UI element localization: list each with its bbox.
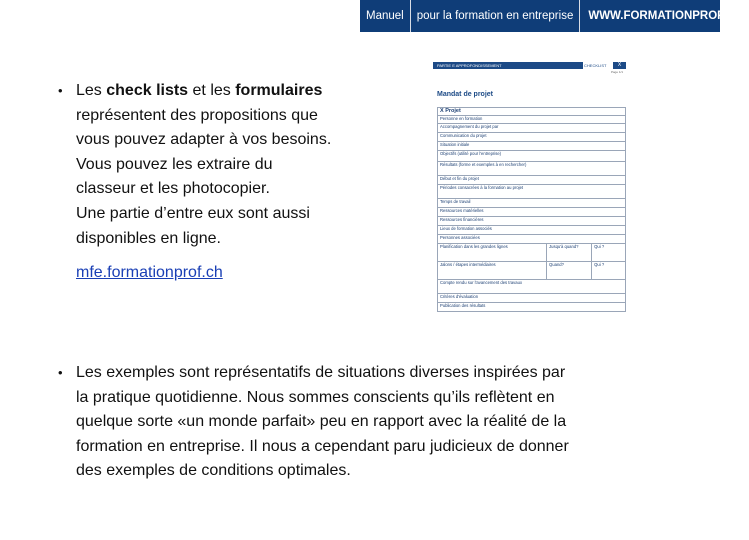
bullet-paragraph-examples	[58, 361, 646, 484]
thumbnail-form-row	[438, 133, 626, 142]
thumbnail-form-cell: Résultats (forme et exemples à en rechercher)	[438, 162, 626, 176]
thumbnail-form-cell: Quand?	[547, 262, 592, 280]
header-segment-manuel: Manuel	[360, 0, 411, 32]
thumbnail-form-row	[438, 235, 626, 244]
thumbnail-form-row	[438, 294, 626, 303]
paragraph-line: disponibles en ligne.	[76, 229, 221, 247]
header-segment-subtitle: pour la formation en entreprise	[411, 0, 581, 32]
thumbnail-form-cell: Jusqu'à quand?	[547, 244, 592, 262]
paragraph-line: représentent des propositions que	[76, 106, 318, 124]
thumbnail-form-cell: Accompagnement du projet par	[438, 124, 626, 133]
thumbnail-form-cell: Critères d'évaluation	[438, 294, 626, 303]
bold-text-formulaires: formulaires	[235, 82, 323, 99]
bullet-paragraph-checklists	[58, 79, 396, 251]
paragraph-line: Une partie d’entre eux sont aussi	[76, 204, 310, 222]
thumbnail-form-row	[438, 162, 626, 176]
thumbnail-form-cell: Jalons / étapes intermédiaires	[438, 262, 547, 280]
paragraph-line: classeur et les photocopier.	[76, 180, 270, 198]
paragraph-line: formation en entreprise. Il nous a cependant paru judicieux de donner	[76, 437, 569, 455]
thumbnail-form-cell: Ressources financières	[438, 217, 626, 226]
text-run: et les	[188, 82, 236, 99]
paragraph-line: des exemples de conditions optimales.	[76, 462, 351, 480]
thumbnail-form-cell: Ressources matérielles	[438, 208, 626, 217]
thumbnail-form-row	[438, 124, 626, 133]
thumbnail-form-row	[438, 226, 626, 235]
thumbnail-form-row	[438, 280, 626, 294]
paragraph-line: vous pouvez adapter à vos besoins.	[76, 131, 332, 149]
thumbnail-form-row	[438, 244, 626, 262]
thumbnail-form-row	[438, 208, 626, 217]
header-banner	[360, 0, 743, 32]
paragraph-line: quelque sorte «un monde parfait» peu en rapport avec la réalité de la	[76, 413, 567, 431]
thumbnail-form-cell: Planification dans les grandes lignes	[438, 244, 547, 262]
paragraph-line	[76, 79, 396, 104]
thumbnail-mark: X	[613, 62, 626, 69]
header-segment-website[interactable]: WWW.FORMATIONPROF.CH	[588, 10, 743, 22]
thumbnail-form-row	[438, 217, 626, 226]
website-link[interactable]: mfe.formationprof.ch	[76, 264, 223, 281]
thumbnail-form-row	[438, 116, 626, 124]
thumbnail-form-row	[438, 108, 626, 116]
thumbnail-form-cell: Début et fin du projet	[438, 176, 626, 185]
paragraph-line: Les exemples sont représentatifs de situations diverses inspirées par	[76, 364, 566, 381]
text-run: Les	[76, 82, 107, 99]
thumbnail-title: Mandat de projet	[437, 91, 494, 98]
thumbnail-form-cell: Communication du projet	[438, 133, 626, 142]
thumbnail-form-cell: Lieux de formation associés	[438, 226, 626, 235]
bullet-dot: •	[58, 83, 63, 98]
bullet-dot: •	[58, 365, 63, 380]
thumbnail-form-row	[438, 176, 626, 185]
thumbnail-form-table	[437, 107, 626, 312]
thumbnail-form-row	[438, 199, 626, 208]
paragraph-line: Vous pouvez les extraire du	[76, 155, 273, 173]
bold-text-checklists: check lists	[106, 82, 189, 99]
thumbnail-form-cell: Qui ?	[592, 262, 626, 280]
thumbnail-form-cell: Personnes associées	[438, 235, 626, 244]
thumbnail-page-number: Page 1/1	[611, 70, 624, 74]
thumbnail-form-cell: Situation initiale	[438, 142, 626, 151]
thumbnail-form-cell: Compte rendu sur l'avancement des travaux	[438, 280, 626, 294]
thumbnail-form-cell: X Projet	[438, 108, 626, 116]
thumbnail-form-cell: Périodes consacrées à la formation au projet	[438, 185, 626, 199]
thumbnail-form-row	[438, 185, 626, 199]
thumbnail-form-cell: Objectifs (utilité pour l'entreprise)	[438, 151, 626, 162]
thumbnail-form-row	[438, 142, 626, 151]
thumbnail-form-cell: Qui ?	[592, 244, 626, 262]
form-thumbnail	[433, 62, 626, 334]
thumbnail-form-cell: Publication des résultats	[438, 303, 626, 312]
thumbnail-header-bar: PARTIE E APPROFONDISSEMENT	[433, 62, 583, 69]
thumbnail-form-row	[438, 303, 626, 312]
thumbnail-form-cell: Personne en formation	[438, 116, 626, 124]
thumbnail-form-cell: Temps de travail	[438, 199, 626, 208]
paragraph-line: la pratique quotidienne. Nous sommes conscients qu’ils reflètent en	[76, 388, 555, 406]
thumbnail-checklist-label: CHECKLIST	[584, 63, 607, 68]
thumbnail-form-row	[438, 262, 626, 280]
thumbnail-form-row	[438, 151, 626, 162]
